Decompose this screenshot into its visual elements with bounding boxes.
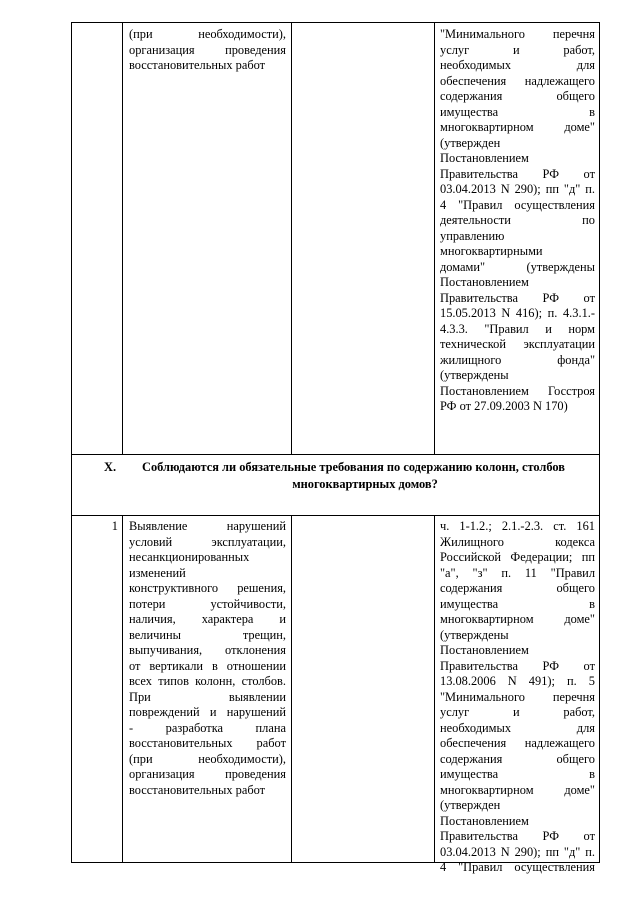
- table-column-divider-1: [122, 22, 123, 454]
- text-line: многоквартирном доме": [440, 120, 595, 134]
- text-line: восстановительных работ: [129, 58, 266, 72]
- text-line: Правительства РФ от: [440, 290, 595, 305]
- section-row-right-border: [599, 454, 600, 515]
- text-line: Правительства РФ от: [440, 829, 595, 843]
- section-title-line-2: многоквартирных домов?: [292, 477, 438, 491]
- text-line: Постановлением: [440, 643, 529, 657]
- text-line: При выявлении: [129, 689, 286, 704]
- text-line: организация проведения: [129, 767, 286, 781]
- text-line: деятельности по: [440, 213, 595, 227]
- section-heading: [72, 459, 599, 509]
- section-row-top-border: [71, 454, 600, 455]
- text-line: 4 "Правил осуществления: [440, 197, 595, 212]
- text-line: Жилищного кодекса: [440, 534, 595, 549]
- text-line: 4 "Правил осуществления: [440, 860, 595, 874]
- text-line: содержания общего: [440, 89, 595, 103]
- text-line: восстановительных работ: [129, 736, 286, 750]
- text-line: имущества в: [440, 104, 595, 119]
- text-line: 15.05.2013 N 416); п. 4.3.1.-: [440, 306, 595, 320]
- text-line: Постановлением: [440, 151, 529, 165]
- text-line: многоквартирном доме": [440, 782, 595, 797]
- table-column-divider-1-lower: [122, 515, 123, 862]
- text-line: необходимых для: [440, 58, 595, 72]
- text-line: (утверждены: [440, 627, 509, 642]
- text-line: наличия, характера и: [129, 612, 286, 626]
- text-line: Российской Федерации; пп: [440, 550, 595, 564]
- text-line: имущества в: [440, 596, 595, 611]
- text-line: изменений: [129, 565, 186, 580]
- text-line: услуг и работ,: [440, 42, 595, 57]
- table-border-left: [71, 22, 72, 454]
- table-column-divider-3: [434, 22, 435, 454]
- table-column-divider-2-lower: [291, 515, 292, 862]
- text-line: (утвержден: [440, 798, 501, 812]
- text-line: содержания общего: [440, 751, 595, 766]
- text-line: ч. 1-1.2.; 2.1.-2.3. ст. 161: [440, 519, 595, 533]
- text-line: несанкционированных: [129, 550, 250, 564]
- text-line: от вертикали в отношении: [129, 658, 286, 673]
- text-line: содержания общего: [440, 581, 595, 595]
- text-line: (утверждены: [440, 368, 509, 382]
- text-line: "Минимального перечня: [440, 689, 595, 704]
- text-line: услуг и работ,: [440, 705, 595, 719]
- text-line: конструктивного решения,: [129, 581, 286, 595]
- text-line: 13.08.2006 N 491); п. 5: [440, 674, 595, 688]
- text-line: РФ от 27.09.2003 N 170): [440, 399, 568, 413]
- text-line: Постановлением: [440, 275, 529, 289]
- text-line: (при необходимости),: [129, 751, 286, 766]
- row1-description-cell: [129, 519, 286, 798]
- text-line: Правительства РФ от: [440, 166, 595, 181]
- text-line: домами" (утверждены: [440, 259, 595, 274]
- section-number: X.: [104, 460, 117, 474]
- text-line: (при необходимости),: [129, 27, 286, 41]
- text-line: 03.04.2013 N 290); пп "д" п.: [440, 182, 595, 196]
- text-line: (утвержден: [440, 135, 501, 150]
- text-line: Выявление нарушений: [129, 519, 286, 533]
- table-border-right: [599, 22, 600, 454]
- top-row-description-cell: [129, 27, 286, 74]
- text-line: обеспечения надлежащего: [440, 736, 595, 750]
- table-border-right-lower: [599, 515, 600, 862]
- text-line: технической эксплуатации: [440, 337, 595, 351]
- text-line: имущества в: [440, 767, 595, 781]
- text-line: 4.3.3. "Правил и норм: [440, 321, 595, 336]
- table-border-top: [71, 22, 600, 23]
- row1-reference-cell: [440, 519, 595, 876]
- text-line: жилищного фонда": [440, 352, 595, 367]
- text-line: условий эксплуатации,: [129, 534, 286, 549]
- text-line: Правительства РФ от: [440, 658, 595, 673]
- row-number: 1: [111, 519, 118, 533]
- text-line: потери устойчивости,: [129, 596, 286, 611]
- text-line: восстановительных работ: [129, 782, 266, 797]
- text-line: необходимых для: [440, 720, 595, 735]
- section-title-line-1: Соблюдаются ли обязательные требования по содержанию колонн, столбов: [142, 460, 565, 474]
- text-line: обеспечения надлежащего: [440, 73, 595, 88]
- table-column-divider-3-lower: [434, 515, 435, 862]
- text-line: величины трещин,: [129, 627, 286, 642]
- text-line: повреждений и нарушений: [129, 705, 286, 719]
- table-column-divider-2: [291, 22, 292, 454]
- text-line: многоквартирном доме": [440, 612, 595, 626]
- text-line: многоквартирными: [440, 244, 543, 258]
- text-line: "Минимального перечня: [440, 27, 595, 41]
- top-row-reference-cell: [440, 27, 595, 415]
- text-line: организация проведения: [129, 42, 286, 57]
- table-border-left-lower: [71, 515, 72, 862]
- text-line: "а", "з" п. 11 "Правил: [440, 565, 595, 580]
- text-line: выпучивания, отклонения: [129, 643, 286, 657]
- section-row-bottom-border: [71, 515, 600, 516]
- text-line: управлению: [440, 228, 505, 243]
- text-line: Постановлением: [440, 813, 529, 828]
- text-line: Постановлением Госстроя: [440, 383, 595, 398]
- text-line: - разработка плана: [129, 720, 286, 735]
- text-line: 03.04.2013 N 290); пп "д" п.: [440, 844, 595, 859]
- text-line: всех типов колонн, столбов.: [129, 674, 286, 688]
